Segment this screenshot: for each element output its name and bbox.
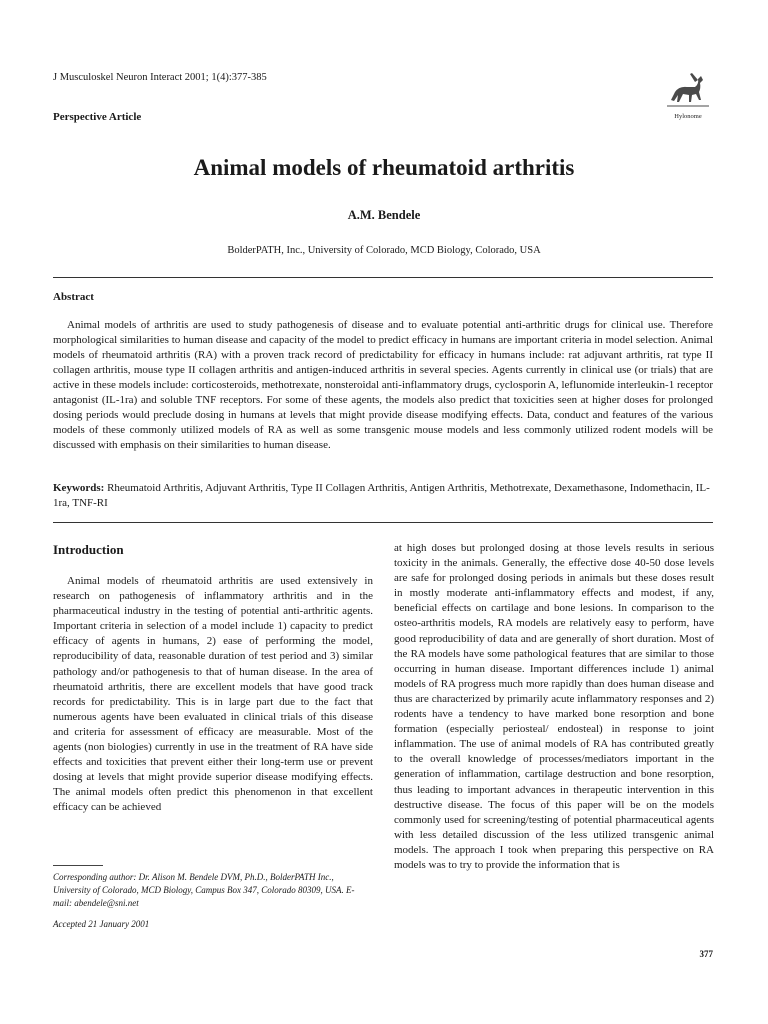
abstract-body: Animal models of arthritis are used to study pathogenesis of disease and to evaluate potential anti-arthritic drugs for clinical use. Therefore morphological similarities to human disease and capacity of the model to predict efficacy in humans are important criteria in model selection. Animal models of rheumatoid arthritis (RA) with a proven track record of predictability for efficacy in humans include: rat adjuvant arthritis, rat type II collagen arthritis, mouse type II collagen arthritis and antigen-induced arthritis in several species. Agents currently in clinical use (or trials) that are active in these models include: corticosteroids, methotrexate, nonsteroidal anti-inflammatory drugs, cyclosporin A, leflunomide interleukin-1 receptor antagonist (IL-1ra) and soluble TNF receptors. For some of these agents, the models also predict that toxicities seen at higher doses for prolonged dosing periods would preclude dosing in humans at levels that might provide disease modifying effects. Data, conduct and features of the various models of these commonly utilized models of RA as well as some transgenic mouse models and less commonly utilized rodent models will be discussed with emphasis on their similarities to human disease. (53, 319, 713, 451)
journal-citation: J Musculoskel Neuron Interact 2001; 1(4):377-385 (53, 72, 267, 83)
corresponding-author-footnote: Corresponding author: Dr. Alison M. Bendele DVM, Ph.D., BolderPATH Inc., University of Colorado, MCD Biology, Campus Box 347, Colorado 80309, USA. E-mail: abendele@sni.net (53, 872, 355, 908)
author-affiliation: BolderPATH, Inc., University of Colorado, MCD Biology, Colorado, USA (227, 245, 541, 256)
top-divider (53, 277, 713, 278)
keywords-label: Keywords: (53, 482, 105, 494)
abstract-heading: Abstract (53, 291, 94, 303)
centaur-logo-icon (665, 70, 711, 112)
keywords-divider (53, 522, 713, 523)
keywords-text: Rheumatoid Arthritis, Adjuvant Arthritis, Type II Collagen Arthritis, Antigen Arthritis, Methotrexate, Dexamethasone, Indomethacin, IL-1ra, TNF-RI (53, 482, 710, 509)
accepted-date: Accepted 21 January 2001 (53, 919, 150, 929)
logo-label: Hylonome (674, 113, 702, 120)
footnote-divider (53, 865, 103, 866)
article-title: Animal models of rheumatoid arthritis (193, 155, 575, 180)
journal-logo (662, 70, 714, 126)
author-name: A.M. Bendele (347, 208, 421, 222)
introduction-right-column: at high doses but prolonged dosing at those levels results in serious toxicity in the animals. Generally, the effective dose 40-50 dose levels are safe for prolonged dosing periods in animals but these doses result in mostly moderate anti-inflammatory effects and modest, if any, beneficial effects on cartilage and bone lesions. In comparison to the osteo-arthritis models, RA models are relatively easy to perform, have good reproducibility of data and are generally of short duration. Most of the RA models have some pathological features that are similar to those occurring in human disease. Important differences include 1) animal models of RA progress much more rapidly than does human disease and thus are characterized by primarily acute inflammatory responses and 2) rodents have a tendency to have marked bone resorption and bone formation (especially periosteal/ endosteal) in response to joint inflammation. The use of animal models of RA has contributed greatly to the overall knowledge of processes/mediators important in the generation of inflammation, cartilage destruction and bone resorption, thus leading to important advances in therapeutic intervention in this destructive disease. The focus of this paper will be on the models commonly used for screening/testing of potential pharmaceutical agents with less detailed discussion of the less utilized transgenic animal models. The approach I took when preparing this perspective on RA models was to try to provide the information that is (394, 542, 714, 871)
page-number: 377 (699, 949, 713, 959)
introduction-left-column: Animal models of rheumatoid arthritis are used extensively in research on pathogenesis of inflammatory arthritis and in the pharmaceutical industry in the testing of potential anti-arthritic agents. Important criteria in selection of a model include 1) capacity to predict efficacy of agents in humans, 2) ease of performing the model, reproducibility of data, reasonable duration of test period and 3) similar pathology and/or pathogenesis to that of human disease. In the area of rheumatoid arthritis, there are excellent models that have good track records for predictability. This is in large part due to the fact that numerous agents have been evaluated in clinical trials of this disease and criteria for assessment of efficacy are measurable. Most of the agents (non biologies) currently in use in the treatment of RA have side effects and toxicities that prevent either their long-term use or prevent dosing at levels that might provide superior disease modifying effects. The animal models often predict this phenomenon in that excellent efficacy can be achieved (53, 575, 373, 814)
keywords (53, 481, 713, 511)
introduction-heading: Introduction (53, 542, 124, 557)
article-type-label: Perspective Article (53, 111, 142, 123)
